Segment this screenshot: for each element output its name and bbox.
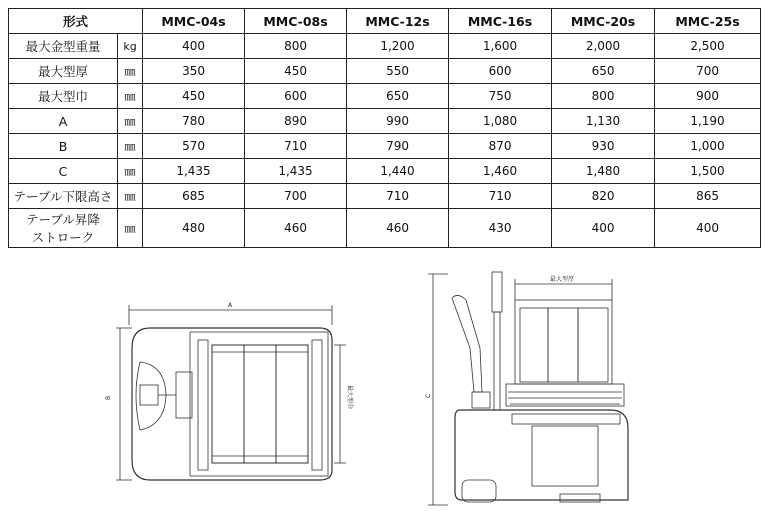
table-cell: 1,000 [655,134,761,159]
table-cell: 710 [449,184,552,209]
table-cell: 480 [143,209,245,248]
table-cell: 820 [552,184,655,209]
table-cell: 450 [245,59,347,84]
table-cell: 450 [143,84,245,109]
table-cell: 650 [552,59,655,84]
model-name: MMC-04s [143,9,245,34]
table-cell: 460 [245,209,347,248]
dim-b-label: B [105,395,112,400]
table-cell: 570 [143,134,245,159]
top-view-drawing [116,305,346,480]
table-cell: 600 [245,84,347,109]
model-name: MMC-25s [655,9,761,34]
row-unit: ㎜ [118,159,143,184]
table-cell: 900 [655,84,761,109]
table-cell: 650 [347,84,449,109]
row-unit: ㎜ [118,59,143,84]
table-cell: 1,460 [449,159,552,184]
table-cell: 710 [347,184,449,209]
side-view-drawing [428,272,628,505]
row-label: B [9,134,118,159]
table-cell: 1,435 [143,159,245,184]
row-unit: ㎜ [118,209,143,248]
table-cell: 870 [449,134,552,159]
table-cell: 2,500 [655,34,761,59]
table-cell: 1,435 [245,159,347,184]
table-cell: 710 [245,134,347,159]
row-label: 最大金型重量 [9,34,118,59]
row-unit: ㎜ [118,184,143,209]
table-cell: 790 [347,134,449,159]
table-cell: 1,600 [449,34,552,59]
table-cell: 600 [449,59,552,84]
table-cell: 865 [655,184,761,209]
model-name: MMC-16s [449,9,552,34]
table-cell: 1,130 [552,109,655,134]
table-cell: 1,480 [552,159,655,184]
row-unit: ㎜ [118,134,143,159]
model-name: MMC-08s [245,9,347,34]
table-cell: 430 [449,209,552,248]
table-cell: 1,440 [347,159,449,184]
table-cell: 685 [143,184,245,209]
model-header-label: 形式 [9,9,143,34]
table-cell: 930 [552,134,655,159]
table-cell: 1,080 [449,109,552,134]
table-cell: 800 [245,34,347,59]
model-name: MMC-20s [552,9,655,34]
table-cell: 990 [347,109,449,134]
table-cell: 700 [655,59,761,84]
row-unit: ㎜ [118,109,143,134]
table-cell: 750 [449,84,552,109]
row-label: テーブル下限高さ [9,184,118,209]
dim-thickness-label: 最大型厚 [550,276,575,283]
row-unit: kg [118,34,143,59]
table-cell: 1,190 [655,109,761,134]
model-name: MMC-12s [347,9,449,34]
table-cell: 350 [143,59,245,84]
row-unit: ㎜ [118,84,143,109]
row-label: テーブル昇降 ストローク [9,209,118,248]
dim-c-label: C [425,393,432,398]
dim-width-label: 最大型巾 [346,385,353,410]
table-cell: 400 [552,209,655,248]
row-label: 最大型巾 [9,84,118,109]
table-cell: 700 [245,184,347,209]
table-cell: 400 [655,209,761,248]
table-cell: 890 [245,109,347,134]
table-cell: 1,200 [347,34,449,59]
row-label: 最大型厚 [9,59,118,84]
table-cell: 780 [143,109,245,134]
row-label: A [9,109,118,134]
table-cell: 400 [143,34,245,59]
table-cell: 800 [552,84,655,109]
table-cell: 1,500 [655,159,761,184]
table-cell: 2,000 [552,34,655,59]
table-cell: 550 [347,59,449,84]
dim-a-label: A [228,302,233,309]
row-label: C [9,159,118,184]
table-cell: 460 [347,209,449,248]
